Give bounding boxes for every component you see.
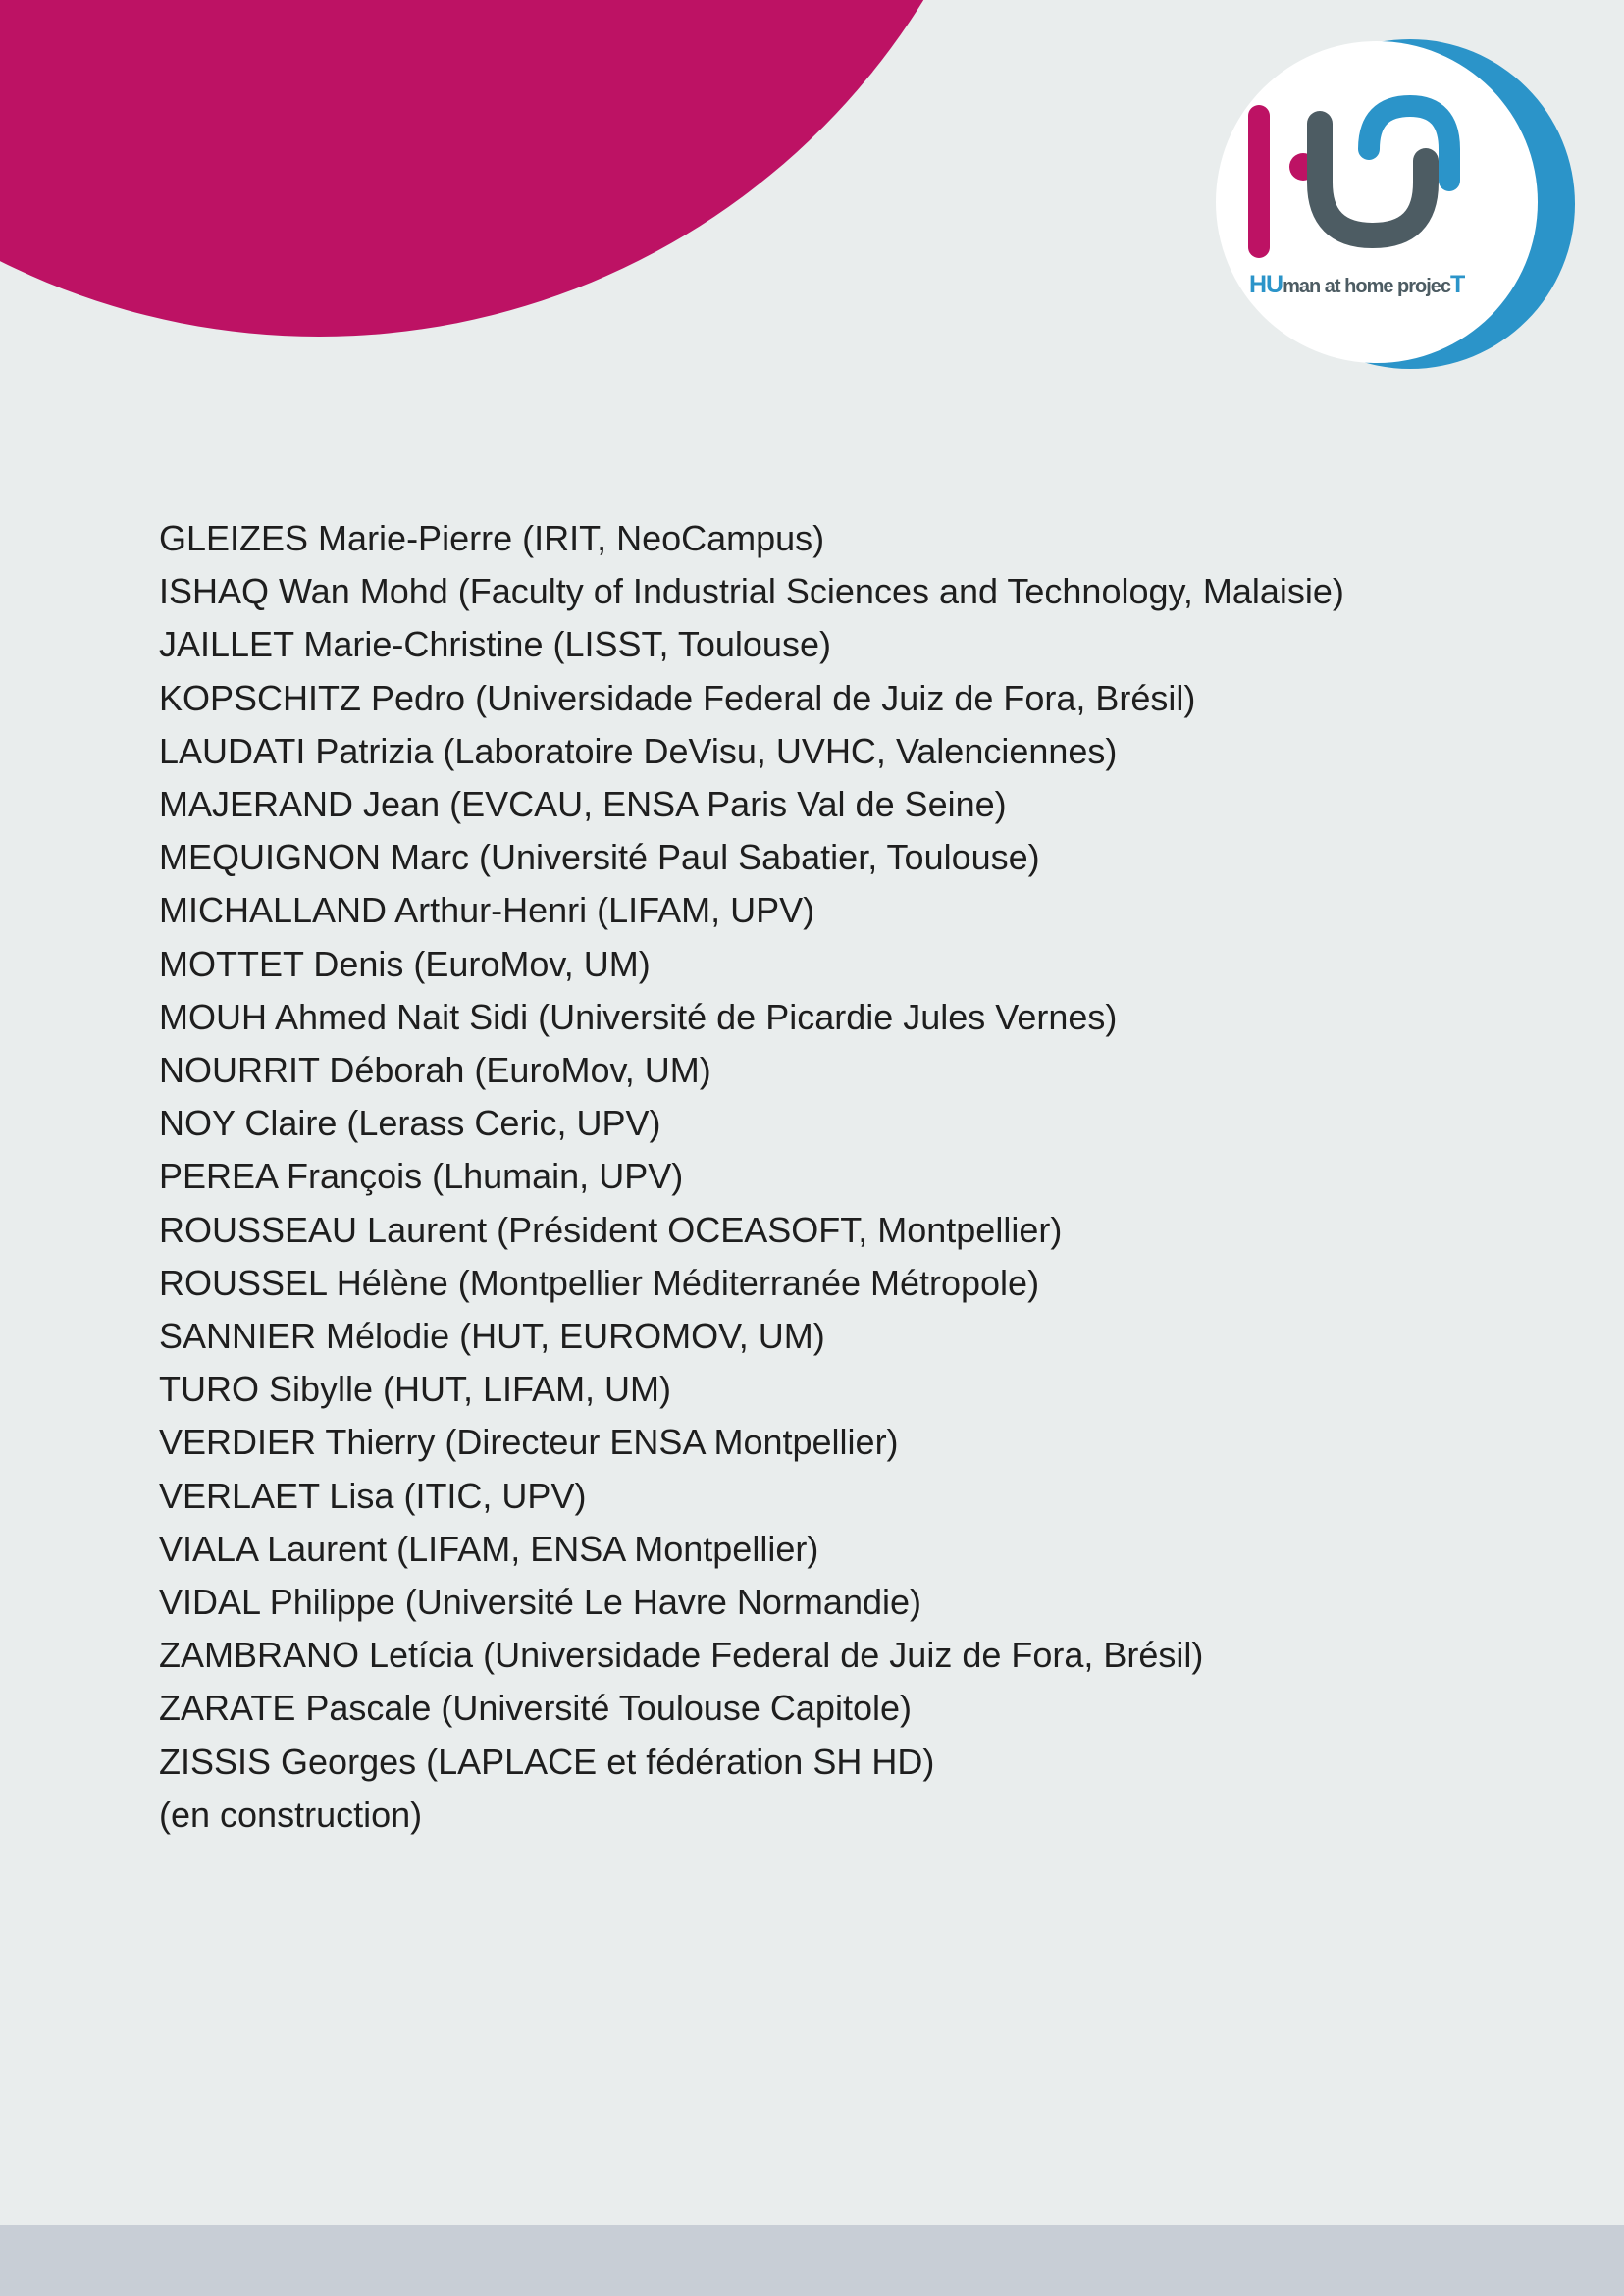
member-item: KOPSCHITZ Pedro (Universidade Federal de Juiz de Fora, Brésil) [159,677,1196,718]
member-item: MOTTET Denis (EuroMov, UM) [159,943,651,984]
member-item: VIDAL Philippe (Université Le Havre Normandie) [159,1582,921,1623]
member-list [159,512,1344,1842]
member-item: ZISSIS Georges (LAPLACE et fédération SH HD) [159,1741,935,1782]
logo-wordmark [1249,271,1465,298]
member-item: NOY Claire (Lerass Ceric, UPV) [159,1103,661,1144]
member-item: LAUDATI Patrizia (Laboratoire DeVisu, UVHC, Valenciennes) [159,730,1118,771]
member-item: ZARATE Pascale (Université Toulouse Capitole) [159,1688,912,1729]
decorative-magenta-circle [0,0,1030,337]
member-item: ISHAQ Wan Mohd (Faculty of Industrial Sciences and Technology, Malaisie) [159,571,1344,612]
member-item: VIALA Laurent (LIFAM, ENSA Montpellier) [159,1528,819,1569]
member-item: MAJERAND Jean (EVCAU, ENSA Paris Val de Seine) [159,784,1007,825]
hut-logo [1192,35,1575,373]
logo-wordmark-middle: man at home projec [1283,276,1451,297]
member-item: ROUSSEL Hélène (Montpellier Méditerranée Métropole) [159,1262,1040,1303]
member-item: MICHALLAND Arthur-Henri (LIFAM, UPV) [159,890,815,931]
hut-logo-graphic [1192,35,1575,373]
member-item: ZAMBRANO Letícia (Universidade Federal de Juiz de Fora, Brésil) [159,1635,1204,1676]
member-item: NOURRIT Déborah (EuroMov, UM) [159,1050,711,1091]
member-item: TURO Sibylle (HUT, LIFAM, UM) [159,1369,672,1410]
list-note: (en construction) [159,1794,423,1835]
member-item: ROUSSEAU Laurent (Président OCEASOFT, Montpellier) [159,1209,1063,1250]
logo-wordmark-hu: HU [1249,271,1283,298]
member-item: GLEIZES Marie-Pierre (IRIT, NeoCampus) [159,518,825,558]
member-item: JAILLET Marie-Christine (LISST, Toulouse) [159,624,831,665]
member-item: VERDIER Thierry (Directeur ENSA Montpellier) [159,1422,899,1463]
footer-band [0,2225,1624,2296]
member-item: VERLAET Lisa (ITIC, UPV) [159,1475,587,1516]
member-item: SANNIER Mélodie (HUT, EUROMOV, UM) [159,1316,825,1357]
logo-wordmark-t: T [1450,271,1465,298]
member-item: MEQUIGNON Marc (Université Paul Sabatier, Toulouse) [159,837,1040,878]
member-item: PEREA François (Lhumain, UPV) [159,1156,684,1197]
member-item: MOUH Ahmed Nait Sidi (Université de Picardie Jules Vernes) [159,996,1118,1037]
